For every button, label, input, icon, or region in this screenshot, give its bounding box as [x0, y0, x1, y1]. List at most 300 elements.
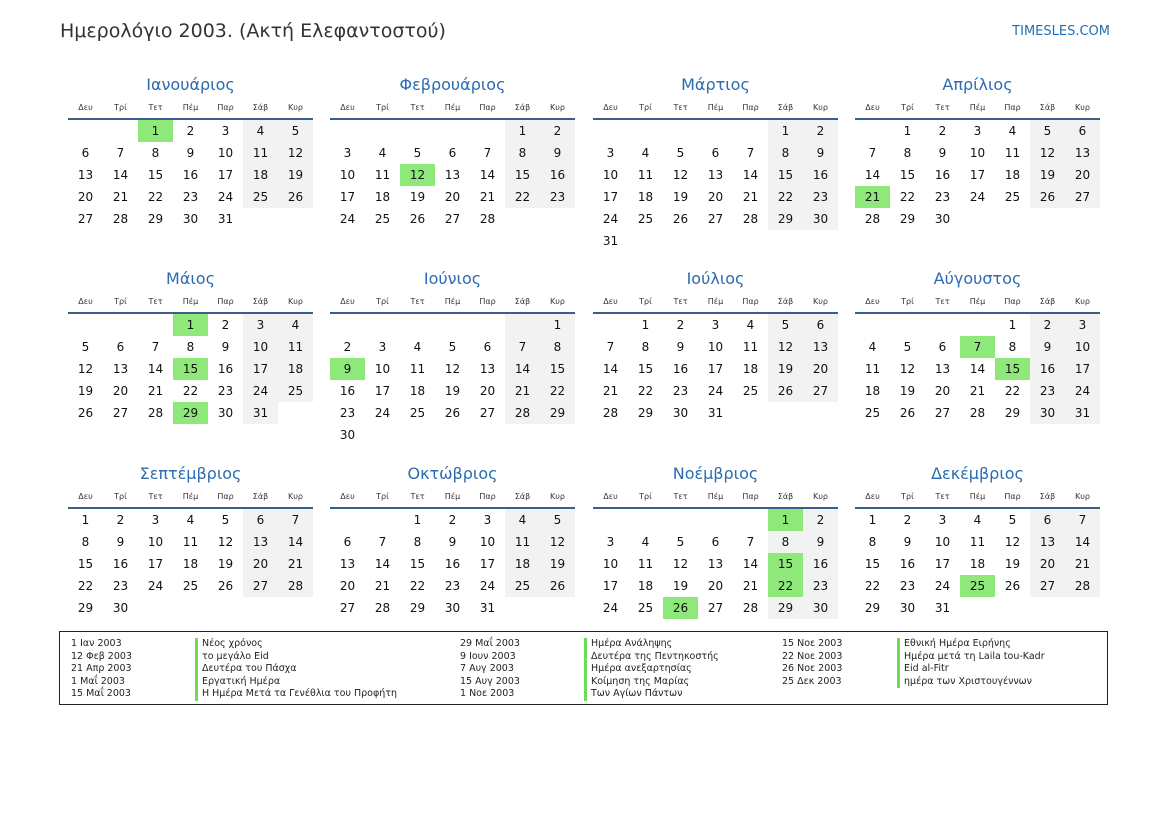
day-cell[interactable]: 11: [1004, 146, 1021, 160]
day-cell[interactable]: 23: [1030, 380, 1065, 402]
day-cell[interactable]: 25: [1004, 190, 1021, 204]
day-cell[interactable]: 6: [938, 340, 947, 354]
day-cell[interactable]: 28: [278, 575, 313, 597]
day-cell[interactable]: 8: [903, 146, 912, 160]
day-cell[interactable]: 14: [864, 168, 881, 182]
day-cell[interactable]: 16: [444, 557, 461, 571]
day-cell[interactable]: 25: [182, 579, 199, 593]
day-cell[interactable]: 17: [602, 579, 619, 593]
day-cell[interactable]: 29: [768, 597, 803, 619]
day-cell[interactable]: 8: [768, 531, 803, 553]
day-cell[interactable]: 15: [540, 358, 575, 380]
day-cell[interactable]: 27: [934, 406, 951, 420]
day-cell[interactable]: 24: [602, 601, 619, 615]
day-cell[interactable]: 28: [147, 406, 164, 420]
day-cell[interactable]: 5: [768, 314, 803, 336]
day-cell[interactable]: 22: [540, 380, 575, 402]
day-cell[interactable]: 27: [803, 380, 838, 402]
day-cell[interactable]: 17: [374, 384, 391, 398]
day-cell[interactable]: 30: [803, 208, 838, 230]
day-cell[interactable]: 10: [243, 336, 278, 358]
day-cell[interactable]: 30: [803, 597, 838, 619]
day-cell[interactable]: 25: [505, 575, 540, 597]
day-cell[interactable]: 9: [676, 340, 685, 354]
day-cell[interactable]: 17: [602, 190, 619, 204]
day-cell[interactable]: 17: [217, 168, 234, 182]
day-cell[interactable]: 4: [505, 509, 540, 531]
day-cell[interactable]: 19: [409, 190, 426, 204]
day-cell[interactable]: 1: [173, 314, 208, 336]
day-cell[interactable]: 9: [803, 531, 838, 553]
day-cell[interactable]: 10: [1065, 336, 1100, 358]
day-cell[interactable]: 23: [217, 384, 234, 398]
day-cell[interactable]: 19: [899, 384, 916, 398]
day-cell[interactable]: 19: [672, 579, 689, 593]
day-cell[interactable]: 18: [409, 384, 426, 398]
day-cell[interactable]: 17: [707, 362, 724, 376]
day-cell[interactable]: 14: [479, 168, 496, 182]
day-cell[interactable]: 29: [540, 402, 575, 424]
day-cell[interactable]: 2: [540, 120, 575, 142]
day-cell[interactable]: 7: [868, 146, 877, 160]
day-cell[interactable]: 9: [330, 358, 365, 380]
day-cell[interactable]: 11: [182, 535, 199, 549]
day-cell[interactable]: 21: [969, 384, 986, 398]
day-cell[interactable]: 26: [672, 212, 689, 226]
day-cell[interactable]: 21: [147, 384, 164, 398]
day-cell[interactable]: 2: [1030, 314, 1065, 336]
day-cell[interactable]: 10: [374, 362, 391, 376]
day-cell[interactable]: 4: [868, 340, 877, 354]
day-cell[interactable]: 30: [339, 428, 356, 442]
day-cell[interactable]: 5: [413, 146, 422, 160]
day-cell[interactable]: 31: [479, 601, 496, 615]
day-cell[interactable]: 24: [243, 380, 278, 402]
day-cell[interactable]: 19: [444, 384, 461, 398]
day-cell[interactable]: 24: [374, 406, 391, 420]
day-cell[interactable]: 8: [413, 535, 422, 549]
day-cell[interactable]: 20: [707, 190, 724, 204]
day-cell[interactable]: 9: [803, 142, 838, 164]
day-cell[interactable]: 12: [672, 557, 689, 571]
day-cell[interactable]: 23: [182, 190, 199, 204]
day-cell[interactable]: 28: [864, 212, 881, 226]
day-cell[interactable]: 16: [217, 362, 234, 376]
day-cell[interactable]: 3: [243, 314, 278, 336]
day-cell[interactable]: 3: [343, 146, 352, 160]
day-cell[interactable]: 27: [112, 406, 129, 420]
day-cell[interactable]: 29: [637, 406, 654, 420]
day-cell[interactable]: 19: [768, 358, 803, 380]
day-cell[interactable]: 4: [641, 146, 650, 160]
day-cell[interactable]: 7: [960, 336, 995, 358]
day-cell[interactable]: 28: [1065, 575, 1100, 597]
day-cell[interactable]: 29: [173, 402, 208, 424]
day-cell[interactable]: 11: [278, 336, 313, 358]
day-cell[interactable]: 10: [969, 146, 986, 160]
day-cell[interactable]: 13: [243, 531, 278, 553]
day-cell[interactable]: 18: [637, 579, 654, 593]
day-cell[interactable]: 9: [938, 146, 947, 160]
day-cell[interactable]: 4: [641, 535, 650, 549]
day-cell[interactable]: 23: [803, 575, 838, 597]
day-cell[interactable]: 31: [707, 406, 724, 420]
day-cell[interactable]: 10: [934, 535, 951, 549]
day-cell[interactable]: 13: [1030, 531, 1065, 553]
day-cell[interactable]: 27: [1030, 575, 1065, 597]
day-cell[interactable]: 27: [444, 212, 461, 226]
day-cell[interactable]: 25: [637, 601, 654, 615]
day-cell[interactable]: 11: [742, 340, 759, 354]
day-cell[interactable]: 5: [278, 120, 313, 142]
day-cell[interactable]: 29: [899, 212, 916, 226]
day-cell[interactable]: 5: [448, 340, 457, 354]
day-cell[interactable]: 12: [278, 142, 313, 164]
day-cell[interactable]: 2: [676, 318, 685, 332]
day-cell[interactable]: 15: [864, 557, 881, 571]
day-cell[interactable]: 20: [243, 553, 278, 575]
day-cell[interactable]: 17: [339, 190, 356, 204]
day-cell[interactable]: 9: [221, 340, 230, 354]
day-cell[interactable]: 11: [969, 535, 986, 549]
day-cell[interactable]: 1: [138, 120, 173, 142]
day-cell[interactable]: 21: [278, 553, 313, 575]
day-cell[interactable]: 1: [540, 314, 575, 336]
day-cell[interactable]: 19: [672, 190, 689, 204]
day-cell[interactable]: 18: [969, 557, 986, 571]
day-cell[interactable]: 6: [243, 509, 278, 531]
day-cell[interactable]: 15: [77, 557, 94, 571]
day-cell[interactable]: 2: [186, 124, 195, 138]
day-cell[interactable]: 11: [505, 531, 540, 553]
day-cell[interactable]: 30: [934, 212, 951, 226]
day-cell[interactable]: 3: [606, 535, 615, 549]
day-cell[interactable]: 1: [1008, 318, 1017, 332]
day-cell[interactable]: 3: [221, 124, 230, 138]
day-cell[interactable]: 18: [742, 362, 759, 376]
day-cell[interactable]: 25: [278, 380, 313, 402]
day-cell[interactable]: 6: [81, 146, 90, 160]
day-cell[interactable]: 23: [803, 186, 838, 208]
day-cell[interactable]: 7: [1065, 509, 1100, 531]
day-cell[interactable]: 20: [1030, 553, 1065, 575]
day-cell[interactable]: 4: [973, 513, 982, 527]
day-cell[interactable]: 29: [409, 601, 426, 615]
day-cell[interactable]: 26: [1030, 186, 1065, 208]
day-cell[interactable]: 27: [707, 601, 724, 615]
day-cell[interactable]: 20: [707, 579, 724, 593]
day-cell[interactable]: 24: [707, 384, 724, 398]
day-cell[interactable]: 7: [606, 340, 615, 354]
day-cell[interactable]: 18: [278, 358, 313, 380]
day-cell[interactable]: 10: [602, 557, 619, 571]
day-cell[interactable]: 13: [707, 168, 724, 182]
day-cell[interactable]: 27: [707, 212, 724, 226]
day-cell[interactable]: 14: [278, 531, 313, 553]
day-cell[interactable]: 3: [973, 124, 982, 138]
day-cell[interactable]: 4: [243, 120, 278, 142]
day-cell[interactable]: 21: [479, 190, 496, 204]
day-cell[interactable]: 24: [969, 190, 986, 204]
day-cell[interactable]: 28: [742, 212, 759, 226]
day-cell[interactable]: 28: [112, 212, 129, 226]
day-cell[interactable]: 22: [637, 384, 654, 398]
day-cell[interactable]: 20: [339, 579, 356, 593]
day-cell[interactable]: 9: [116, 535, 125, 549]
day-cell[interactable]: 16: [934, 168, 951, 182]
day-cell[interactable]: 6: [343, 535, 352, 549]
day-cell[interactable]: 4: [186, 513, 195, 527]
day-cell[interactable]: 1: [868, 513, 877, 527]
day-cell[interactable]: 20: [934, 384, 951, 398]
day-cell[interactable]: 12: [1004, 535, 1021, 549]
day-cell[interactable]: 1: [413, 513, 422, 527]
day-cell[interactable]: 29: [1004, 406, 1021, 420]
day-cell[interactable]: 21: [505, 380, 540, 402]
day-cell[interactable]: 30: [112, 601, 129, 615]
day-cell[interactable]: 24: [147, 579, 164, 593]
day-cell[interactable]: 27: [243, 575, 278, 597]
day-cell[interactable]: 28: [742, 601, 759, 615]
day-cell[interactable]: 3: [378, 340, 387, 354]
day-cell[interactable]: 27: [479, 406, 496, 420]
day-cell[interactable]: 8: [768, 142, 803, 164]
day-cell[interactable]: 14: [602, 362, 619, 376]
day-cell[interactable]: 2: [343, 340, 352, 354]
day-cell[interactable]: 9: [903, 535, 912, 549]
day-cell[interactable]: 18: [182, 557, 199, 571]
day-cell[interactable]: 21: [1065, 553, 1100, 575]
site-link[interactable]: TIMESLES.COM: [1012, 24, 1110, 39]
day-cell[interactable]: 17: [147, 557, 164, 571]
day-cell[interactable]: 7: [378, 535, 387, 549]
day-cell[interactable]: 22: [77, 579, 94, 593]
day-cell[interactable]: 24: [217, 190, 234, 204]
day-cell[interactable]: 10: [707, 340, 724, 354]
day-cell[interactable]: 1: [768, 120, 803, 142]
day-cell[interactable]: 13: [1065, 142, 1100, 164]
day-cell[interactable]: 25: [243, 186, 278, 208]
day-cell[interactable]: 15: [995, 358, 1030, 380]
day-cell[interactable]: 24: [602, 212, 619, 226]
day-cell[interactable]: 3: [711, 318, 720, 332]
day-cell[interactable]: 11: [864, 362, 881, 376]
day-cell[interactable]: 14: [969, 362, 986, 376]
day-cell[interactable]: 19: [217, 557, 234, 571]
day-cell[interactable]: 27: [1065, 186, 1100, 208]
day-cell[interactable]: 31: [217, 212, 234, 226]
day-cell[interactable]: 4: [413, 340, 422, 354]
day-cell[interactable]: 31: [934, 601, 951, 615]
day-cell[interactable]: 5: [1030, 120, 1065, 142]
day-cell[interactable]: 15: [409, 557, 426, 571]
day-cell[interactable]: 11: [243, 142, 278, 164]
day-cell[interactable]: 3: [606, 146, 615, 160]
day-cell[interactable]: 28: [602, 406, 619, 420]
day-cell[interactable]: 9: [186, 146, 195, 160]
day-cell[interactable]: 29: [147, 212, 164, 226]
day-cell[interactable]: 21: [742, 579, 759, 593]
day-cell[interactable]: 15: [637, 362, 654, 376]
day-cell[interactable]: 18: [505, 553, 540, 575]
day-cell[interactable]: 25: [409, 406, 426, 420]
day-cell[interactable]: 16: [182, 168, 199, 182]
day-cell[interactable]: 31: [243, 402, 278, 424]
day-cell[interactable]: 12: [540, 531, 575, 553]
day-cell[interactable]: 22: [147, 190, 164, 204]
day-cell[interactable]: 5: [676, 535, 685, 549]
day-cell[interactable]: 13: [707, 557, 724, 571]
day-cell[interactable]: 6: [711, 535, 720, 549]
day-cell[interactable]: 23: [112, 579, 129, 593]
day-cell[interactable]: 5: [903, 340, 912, 354]
day-cell[interactable]: 27: [77, 212, 94, 226]
day-cell[interactable]: 29: [864, 601, 881, 615]
day-cell[interactable]: 13: [339, 557, 356, 571]
day-cell[interactable]: 18: [1004, 168, 1021, 182]
day-cell[interactable]: 23: [934, 190, 951, 204]
day-cell[interactable]: 29: [77, 601, 94, 615]
day-cell[interactable]: 19: [77, 384, 94, 398]
day-cell[interactable]: 19: [1030, 164, 1065, 186]
day-cell[interactable]: 7: [505, 336, 540, 358]
day-cell[interactable]: 10: [217, 146, 234, 160]
day-cell[interactable]: 30: [182, 212, 199, 226]
day-cell[interactable]: 1: [903, 124, 912, 138]
day-cell[interactable]: 12: [768, 336, 803, 358]
day-cell[interactable]: 19: [1004, 557, 1021, 571]
day-cell[interactable]: 2: [903, 513, 912, 527]
day-cell[interactable]: 16: [899, 557, 916, 571]
day-cell[interactable]: 22: [1004, 384, 1021, 398]
day-cell[interactable]: 26: [1004, 579, 1021, 593]
day-cell[interactable]: 21: [112, 190, 129, 204]
day-cell[interactable]: 30: [444, 601, 461, 615]
day-cell[interactable]: 20: [479, 384, 496, 398]
day-cell[interactable]: 20: [1065, 164, 1100, 186]
day-cell[interactable]: 7: [151, 340, 160, 354]
day-cell[interactable]: 2: [803, 509, 838, 531]
day-cell[interactable]: 5: [81, 340, 90, 354]
day-cell[interactable]: 7: [483, 146, 492, 160]
day-cell[interactable]: 14: [505, 358, 540, 380]
day-cell[interactable]: 25: [864, 406, 881, 420]
day-cell[interactable]: 7: [116, 146, 125, 160]
day-cell[interactable]: 19: [278, 164, 313, 186]
day-cell[interactable]: 11: [409, 362, 426, 376]
day-cell[interactable]: 13: [77, 168, 94, 182]
day-cell[interactable]: 5: [676, 146, 685, 160]
day-cell[interactable]: 5: [221, 513, 230, 527]
day-cell[interactable]: 20: [112, 384, 129, 398]
day-cell[interactable]: 3: [151, 513, 160, 527]
day-cell[interactable]: 2: [221, 318, 230, 332]
day-cell[interactable]: 2: [938, 124, 947, 138]
day-cell[interactable]: 26: [663, 597, 698, 619]
day-cell[interactable]: 5: [1008, 513, 1017, 527]
day-cell[interactable]: 26: [899, 406, 916, 420]
day-cell[interactable]: 6: [803, 314, 838, 336]
day-cell[interactable]: 3: [483, 513, 492, 527]
day-cell[interactable]: 3: [1065, 314, 1100, 336]
day-cell[interactable]: 10: [147, 535, 164, 549]
day-cell[interactable]: 13: [112, 362, 129, 376]
day-cell[interactable]: 1: [768, 509, 803, 531]
day-cell[interactable]: 16: [540, 164, 575, 186]
day-cell[interactable]: 12: [217, 535, 234, 549]
day-cell[interactable]: 17: [479, 557, 496, 571]
day-cell[interactable]: 2: [116, 513, 125, 527]
day-cell[interactable]: 3: [938, 513, 947, 527]
day-cell[interactable]: 16: [1030, 358, 1065, 380]
day-cell[interactable]: 11: [637, 168, 654, 182]
day-cell[interactable]: 8: [81, 535, 90, 549]
day-cell[interactable]: 13: [934, 362, 951, 376]
day-cell[interactable]: 14: [112, 168, 129, 182]
day-cell[interactable]: 4: [278, 314, 313, 336]
day-cell[interactable]: 16: [339, 384, 356, 398]
day-cell[interactable]: 28: [479, 212, 496, 226]
day-cell[interactable]: 26: [278, 186, 313, 208]
day-cell[interactable]: 17: [1065, 358, 1100, 380]
day-cell[interactable]: 22: [899, 190, 916, 204]
day-cell[interactable]: 12: [899, 362, 916, 376]
day-cell[interactable]: 20: [444, 190, 461, 204]
day-cell[interactable]: 1: [641, 318, 650, 332]
day-cell[interactable]: 18: [864, 384, 881, 398]
day-cell[interactable]: 26: [409, 212, 426, 226]
day-cell[interactable]: 2: [803, 120, 838, 142]
day-cell[interactable]: 16: [672, 362, 689, 376]
day-cell[interactable]: 26: [540, 575, 575, 597]
day-cell[interactable]: 26: [444, 406, 461, 420]
day-cell[interactable]: 7: [278, 509, 313, 531]
day-cell[interactable]: 6: [483, 340, 492, 354]
day-cell[interactable]: 12: [444, 362, 461, 376]
day-cell[interactable]: 19: [540, 553, 575, 575]
day-cell[interactable]: 18: [374, 190, 391, 204]
day-cell[interactable]: 6: [1065, 120, 1100, 142]
day-cell[interactable]: 10: [479, 535, 496, 549]
day-cell[interactable]: 4: [378, 146, 387, 160]
day-cell[interactable]: 21: [374, 579, 391, 593]
day-cell[interactable]: 18: [637, 190, 654, 204]
day-cell[interactable]: 12: [77, 362, 94, 376]
day-cell[interactable]: 4: [1008, 124, 1017, 138]
day-cell[interactable]: 8: [540, 336, 575, 358]
day-cell[interactable]: 22: [768, 186, 803, 208]
day-cell[interactable]: 7: [746, 146, 755, 160]
day-cell[interactable]: 2: [448, 513, 457, 527]
day-cell[interactable]: 23: [672, 384, 689, 398]
day-cell[interactable]: 6: [711, 146, 720, 160]
day-cell[interactable]: 13: [479, 362, 496, 376]
day-cell[interactable]: 30: [1030, 402, 1065, 424]
day-cell[interactable]: 15: [173, 358, 208, 380]
day-cell[interactable]: 21: [602, 384, 619, 398]
day-cell[interactable]: 25: [960, 575, 995, 597]
day-cell[interactable]: 22: [768, 575, 803, 597]
day-cell[interactable]: 30: [672, 406, 689, 420]
day-cell[interactable]: 13: [444, 168, 461, 182]
day-cell[interactable]: 28: [505, 402, 540, 424]
day-cell[interactable]: 25: [742, 384, 759, 398]
day-cell[interactable]: 16: [803, 164, 838, 186]
day-cell[interactable]: 8: [151, 146, 160, 160]
day-cell[interactable]: 12: [1030, 142, 1065, 164]
day-cell[interactable]: 15: [899, 168, 916, 182]
day-cell[interactable]: 24: [934, 579, 951, 593]
